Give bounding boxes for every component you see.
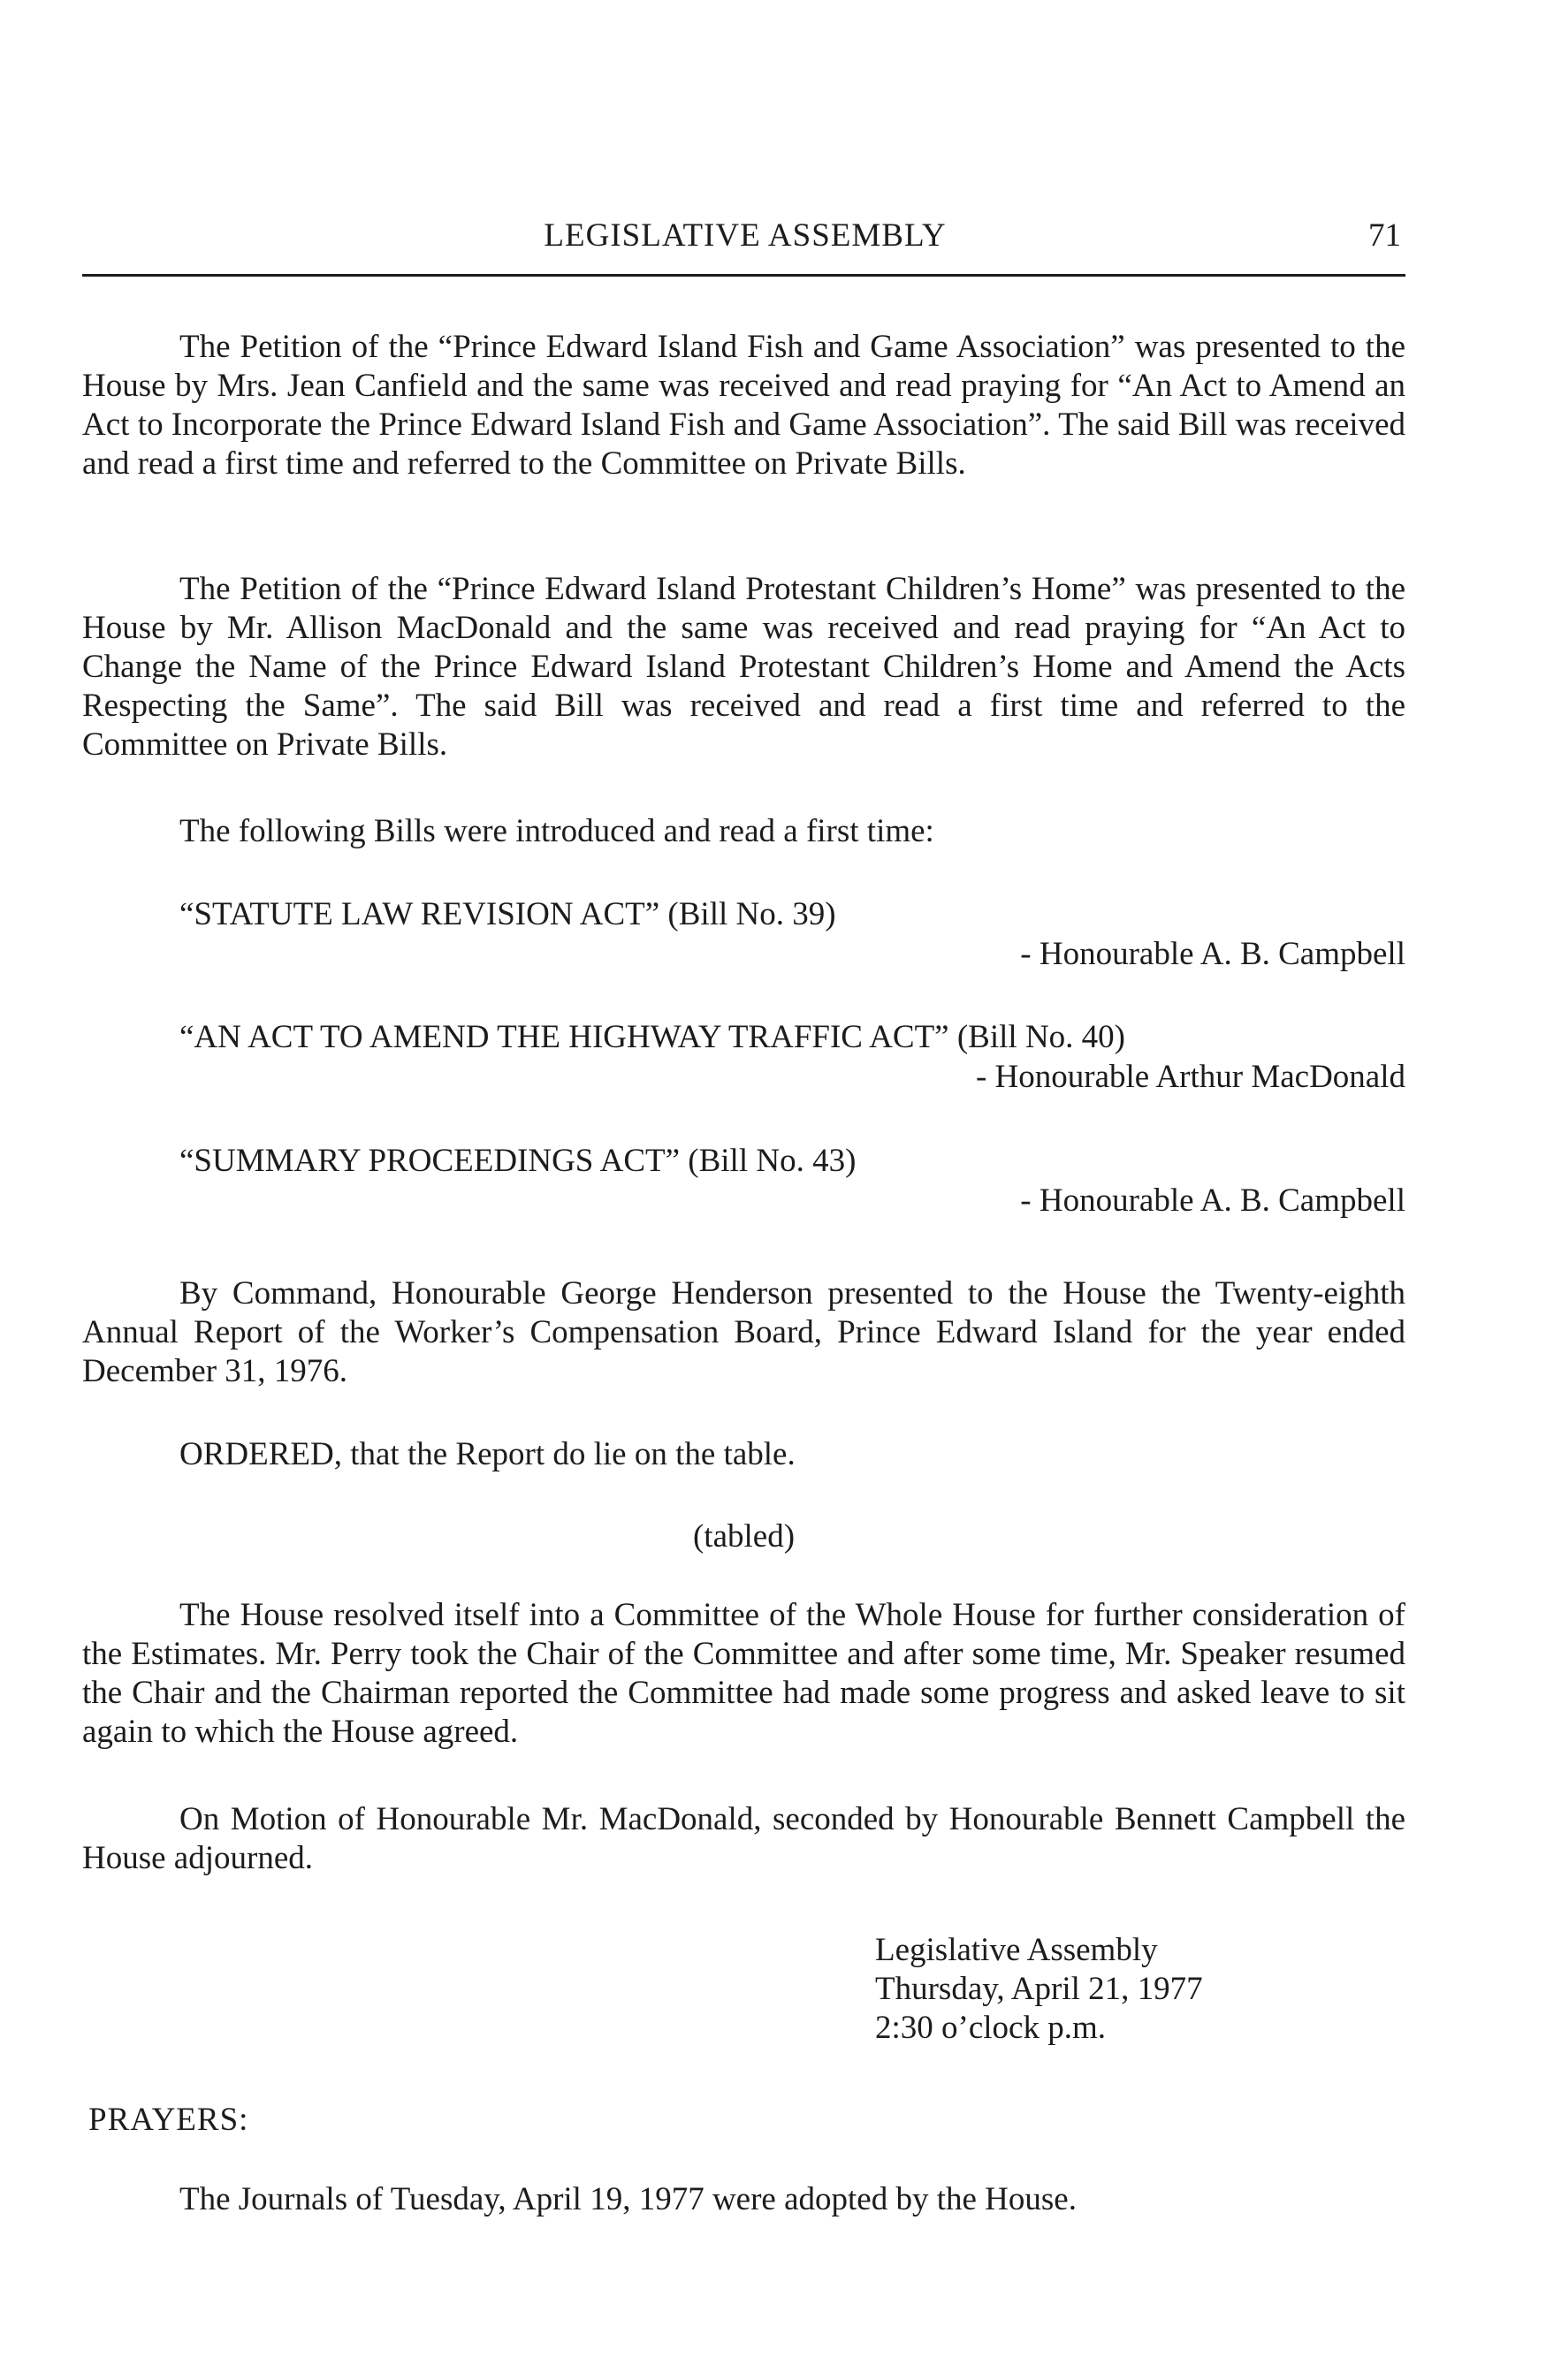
header-rule — [82, 274, 1405, 277]
dateline-body: Legislative Assembly — [875, 1932, 1158, 1968]
page-header — [82, 211, 1408, 264]
bill-sponsor-40: - Honourable Arthur MacDonald — [975, 1059, 1405, 1095]
page-number: 71 — [1368, 217, 1401, 254]
prayers-heading: PRAYERS: — [88, 2102, 249, 2138]
bills-intro-paragraph: The following Bills were introduced and read a first time: — [179, 813, 934, 849]
ordered-paragraph: ORDERED, that the Report do lie on the table. — [179, 1436, 796, 1472]
bill-sponsor-39: - Honourable A. B. Campbell — [1020, 936, 1405, 972]
journals-adopted-paragraph: The Journals of Tuesday, April 19, 1977 were adopted by the House. — [179, 2181, 1077, 2217]
workers-comp-report-paragraph: By Command, Honourable George Henderson presented to the House the Twenty-eighth Annual Report of the Worker’s Compensation Board, Prince Edward Island for the year ended December 31, 1976. — [82, 1275, 1405, 1389]
adjourned-paragraph: On Motion of Honourable Mr. MacDonald, seconded by Honourable Bennett Campbell the House adjourned. — [82, 1801, 1405, 1876]
bill-title-39: “STATUTE LAW REVISION ACT” (Bill No. 39) — [179, 896, 836, 932]
bill-title-40: “AN ACT TO AMEND THE HIGHWAY TRAFFIC ACT” (Bill No. 40) — [179, 1019, 1125, 1055]
bill-title-43: “SUMMARY PROCEEDINGS ACT” (Bill No. 43) — [179, 1143, 857, 1179]
committee-whole-paragraph: The House resolved itself into a Committee of the Whole House for further consideration of the Estimates. Mr. Perry took the Chair of the Committee and after some time, Mr. Speaker resumed the Chair and the Chairman reported the Committee had made some progress and asked leave to sit again to which the House agreed. — [82, 1597, 1405, 1750]
bill-sponsor-43: - Honourable A. B. Campbell — [1020, 1182, 1405, 1219]
dateline-date: Thursday, April 21, 1977 — [875, 1971, 1203, 2007]
running-title: LEGISLATIVE ASSEMBLY — [544, 217, 947, 254]
petition-childrens-home-paragraph: The Petition of the “Prince Edward Island Protestant Children’s Home” was presented to the House by Mr. Allison MacDonald and the same was received and read praying for “An Act to Change the Name of the Prince Edward Island Protestant Children’s Home and Amend the Acts Respecting the Same”. The said Bill was received and read a first time and referred to the Committee on Private Bills. — [82, 571, 1405, 763]
sitting-dateline — [875, 1931, 1203, 2048]
petition-fish-game-paragraph: The Petition of the “Prince Edward Island Fish and Game Association” was presented to the House by Mrs. Jean Canfield and the same was received and read praying for “An Act to Amend an Act to Incorporate the Prince Edward Island Fish and Game Association”. The said Bill was received and read a first time and referred to the Committee on Private Bills. — [82, 329, 1405, 482]
dateline-time: 2:30 o’clock p.m. — [875, 2010, 1107, 2046]
tabled-note: (tabled) — [692, 1518, 796, 1555]
